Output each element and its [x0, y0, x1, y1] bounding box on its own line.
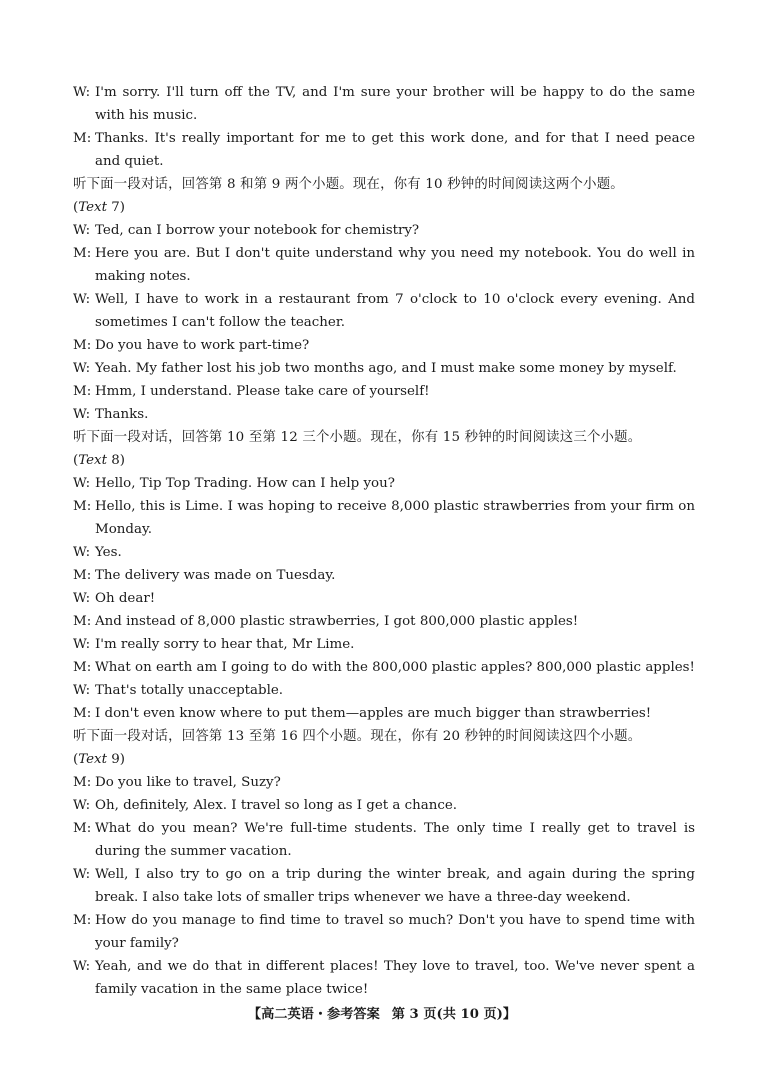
dialogue-line [73, 610, 695, 633]
footer-title: 【高二英语・参考答案 [247, 1007, 380, 1022]
speaker-label: W: [73, 798, 91, 813]
document-body [73, 81, 695, 1001]
speaker-label: W: [73, 476, 91, 491]
speaker-label: M: [73, 913, 92, 928]
dialogue-text: Thanks. It's really important for me to get this work done, and for that I need peace and quiet. [95, 131, 695, 169]
dialogue-line [73, 863, 695, 909]
dialogue-text: The delivery was made on Tuesday. [95, 568, 336, 583]
dialogue-text: Yeah. My father lost his job two months ago, and I must make some money by myself. [95, 361, 677, 376]
speaker-label: M: [73, 821, 92, 836]
listening-instruction: 听下面一段对话，回答第 10 至第 12 三个小题。现在，你有 15 秒钟的时间阅读这三个小题。 [73, 430, 642, 445]
dialogue-line [73, 380, 695, 403]
dialogue-text: And instead of 8,000 plastic strawberries, I got 800,000 plastic apples! [95, 614, 579, 629]
dialogue-text: Yes. [95, 545, 122, 560]
section-label-word: Text [78, 453, 107, 468]
section-label-open: ( [73, 453, 79, 468]
dialogue-line [73, 633, 695, 656]
speaker-label: M: [73, 384, 92, 399]
dialogue-text: Thanks. [95, 407, 149, 422]
page-footer [0, 1003, 764, 1022]
dialogue-line [73, 219, 695, 242]
dialogue-line [73, 334, 695, 357]
dialogue-line [73, 564, 695, 587]
text-section-label [73, 449, 695, 472]
section-label-word: Text [78, 752, 107, 767]
dialogue-line [73, 909, 695, 955]
speaker-label: M: [73, 131, 92, 146]
dialogue-text: Here you are. But I don't quite understand why you need my notebook. You do well in making notes. [95, 246, 695, 284]
speaker-label: W: [73, 591, 91, 606]
speaker-label: M: [73, 568, 92, 583]
dialogue-text: Hmm, I understand. Please take care of yourself! [95, 384, 430, 399]
speaker-label: W: [73, 292, 91, 307]
speaker-label: W: [73, 223, 91, 238]
dialogue-line [73, 472, 695, 495]
dialogue-text: Hello, this is Lime. I was hoping to receive 8,000 plastic strawberries from your firm on Monday. [95, 499, 695, 537]
footer-page-number: 第 3 页(共 10 页)】 [391, 1007, 517, 1022]
dialogue-line [73, 81, 695, 127]
speaker-label: W: [73, 683, 91, 698]
speaker-label: W: [73, 407, 91, 422]
dialogue-text: Oh, definitely, Alex. I travel so long as I get a chance. [95, 798, 458, 813]
dialogue-text: That's totally unacceptable. [95, 683, 284, 698]
dialogue-text: I'm really sorry to hear that, Mr Lime. [95, 637, 355, 652]
dialogue-text: Well, I also try to go on a trip during the winter break, and again during the spring break. I also take lots of smaller trips whenever we have a three-day weekend. [95, 867, 695, 905]
text-section-label [73, 748, 695, 771]
speaker-label: W: [73, 867, 91, 882]
dialogue-line [73, 794, 695, 817]
speaker-label: M: [73, 499, 92, 514]
section-label-number: 7) [106, 200, 125, 215]
dialogue-line [73, 679, 695, 702]
dialogue-line [73, 403, 695, 426]
dialogue-text: Hello, Tip Top Trading. How can I help you? [95, 476, 395, 491]
dialogue-line [73, 357, 695, 380]
dialogue-text: How do you manage to find time to travel so much? Don't you have to spend time with your family? [95, 913, 695, 951]
dialogue-text: Well, I have to work in a restaurant from 7 o'clock to 10 o'clock every evening. And sometimes I can't follow the teacher. [95, 292, 695, 330]
speaker-label: W: [73, 637, 91, 652]
speaker-label: M: [73, 338, 92, 353]
section-label-word: Text [78, 200, 107, 215]
speaker-label: W: [73, 959, 91, 974]
dialogue-line [73, 656, 695, 679]
dialogue-text: What on earth am I going to do with the 800,000 plastic apples? 800,000 plastic apples! [95, 660, 695, 675]
dialogue-line [73, 702, 695, 725]
dialogue-line [73, 587, 695, 610]
speaker-label: W: [73, 85, 91, 100]
speaker-label: M: [73, 775, 92, 790]
dialogue-text: I'm sorry. I'll turn off the TV, and I'm sure your brother will be happy to do the same with his music. [95, 85, 695, 123]
text-section-label [73, 196, 695, 219]
dialogue-text: Do you have to work part-time? [95, 338, 310, 353]
dialogue-text: What do you mean? We're full-time students. The only time I really get to travel is during the summer vacation. [95, 821, 695, 859]
speaker-label: M: [73, 246, 92, 261]
dialogue-text: Ted, can I borrow your notebook for chemistry? [95, 223, 420, 238]
dialogue-line [73, 771, 695, 794]
dialogue-line [73, 541, 695, 564]
speaker-label: M: [73, 706, 92, 721]
section-label-open: ( [73, 200, 79, 215]
dialogue-line [73, 242, 695, 288]
speaker-label: M: [73, 660, 92, 675]
dialogue-line [73, 955, 695, 1001]
dialogue-line [73, 288, 695, 334]
dialogue-text: Yeah, and we do that in different places! They love to travel, too. We've never spent a family vacation in the same place twice! [95, 959, 695, 997]
dialogue-line [73, 127, 695, 173]
section-label-open: ( [73, 752, 79, 767]
listening-instruction: 听下面一段对话，回答第 8 和第 9 两个小题。现在，你有 10 秒钟的时间阅读这两个小题。 [73, 177, 624, 192]
section-label-number: 9) [106, 752, 125, 767]
dialogue-text: I don't even know where to put them—apples are much bigger than strawberries! [95, 706, 652, 721]
speaker-label: M: [73, 614, 92, 629]
speaker-label: W: [73, 545, 91, 560]
speaker-label: W: [73, 361, 91, 376]
dialogue-line [73, 495, 695, 541]
section-label-number: 8) [106, 453, 125, 468]
dialogue-text: Oh dear! [95, 591, 156, 606]
dialogue-line [73, 817, 695, 863]
listening-instruction: 听下面一段对话，回答第 13 至第 16 四个小题。现在，你有 20 秒钟的时间阅读这四个小题。 [73, 729, 642, 744]
dialogue-text: Do you like to travel, Suzy? [95, 775, 281, 790]
